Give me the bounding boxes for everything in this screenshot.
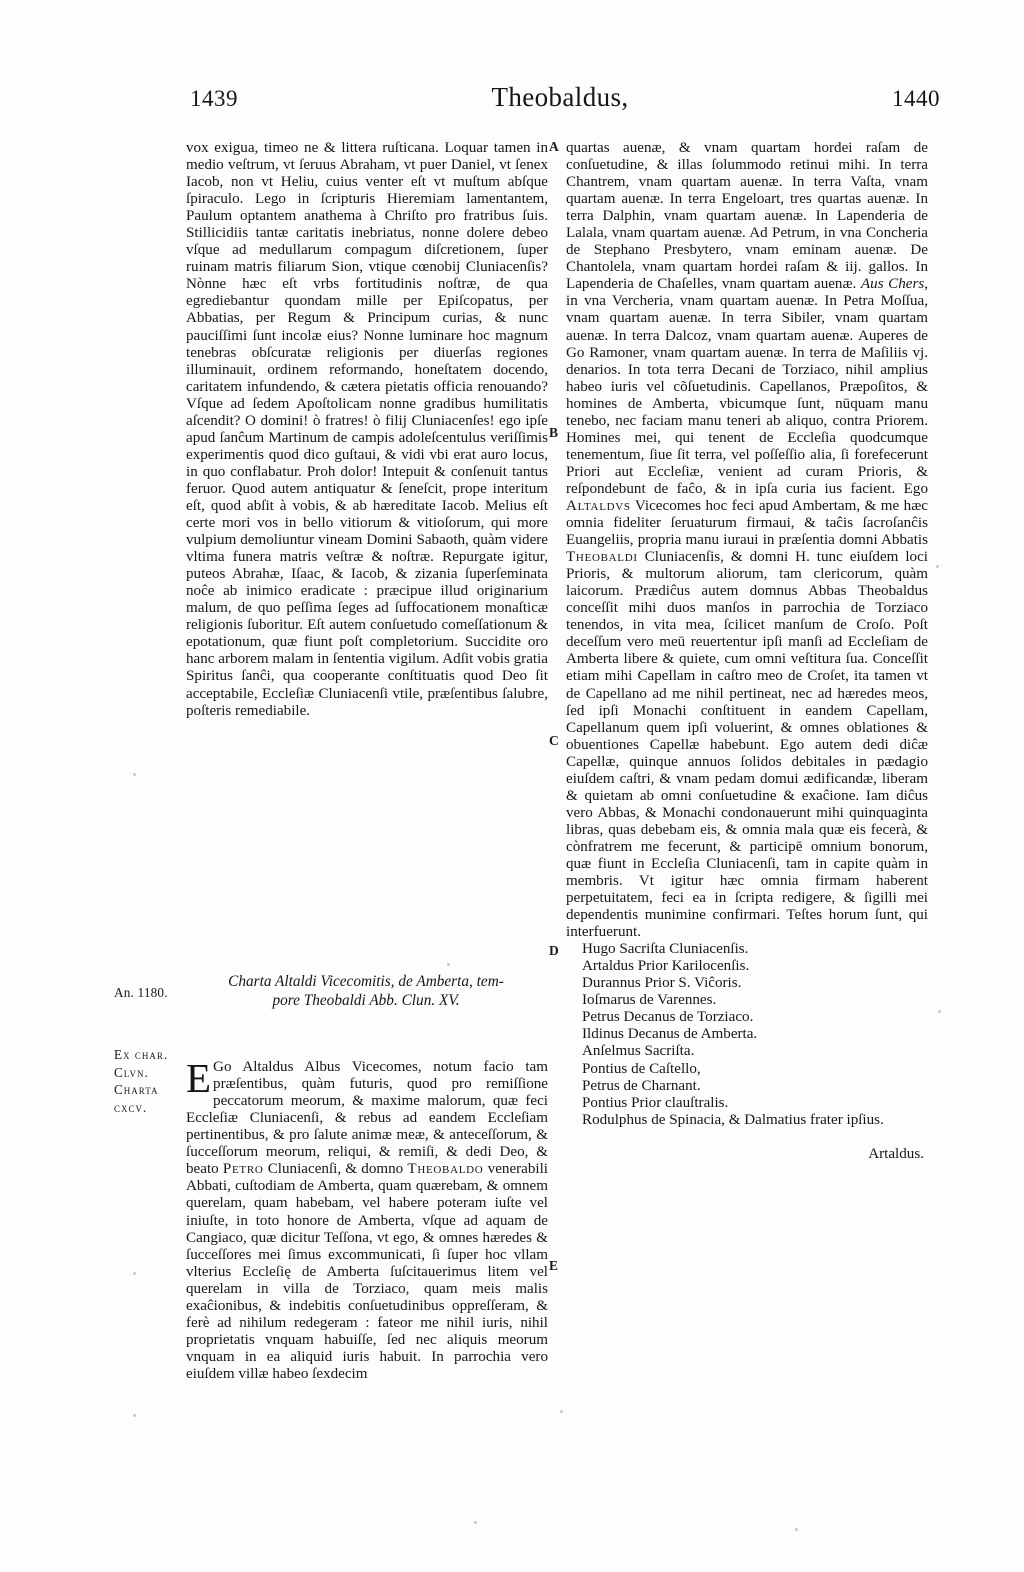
name-petro: Petro [222, 1161, 264, 1178]
charter-text-2: Cluniacenſi, & domno [263, 1161, 408, 1178]
scan-speck [447, 963, 450, 966]
drop-cap: E [186, 1055, 212, 1102]
place-name-aus-chers: Aus Chers [860, 276, 925, 293]
witness-list [566, 941, 928, 1129]
list-item: Hugo Sacriſta Cluniacenſis. [582, 941, 749, 958]
list-item: Petrus de Charnant. [582, 1077, 701, 1094]
list-item: Ioſmarus de Varennes. [582, 992, 717, 1009]
charter-opening-paragraph [186, 1055, 548, 1383]
list-item: Durannus Prior S. Viĉoris. [582, 975, 742, 992]
name-theobaldo: Theobaldo [407, 1161, 484, 1178]
charter-text-lead: Go Altaldus Albus Vicecomes, notum facio tam præſentibus, quàm futuris, quod pro remiſſione peccatorum meorum, & maxime malorum, quæ feci Eccleſiæ Cluniacenſi, & rebus ad eandem Eccleſiam pertinentibus, & pro ſalute animæ meæ, & anteceſſorum, & ſucceſſorum meorum, reliqui, & remiſi, & dedi Deo, & beato [186, 1059, 548, 1178]
charter-heading [216, 972, 516, 1010]
margin-note-source [114, 1046, 168, 1116]
scan-speck [474, 1521, 477, 1524]
right-column-paragraph [566, 140, 928, 941]
scan-speck [560, 1410, 563, 1413]
scan-speck [936, 565, 939, 568]
scan-speck [133, 1414, 136, 1417]
list-item: Artaldus Prior Karilocenſis. [582, 958, 750, 975]
division-letter-a: A [549, 139, 559, 154]
folio-number-left: 1439 [190, 86, 238, 111]
folio-number-right: 1440 [892, 86, 940, 111]
running-head [180, 82, 940, 120]
name-altaldvs: Altaldvs [566, 497, 631, 514]
page-title: Theobaldus, [491, 82, 629, 112]
sermon-paragraph: vox exigua, timeo ne & littera ruſticana. Loquar tamen in medio veſtrum, vt ſeruus Abraham, vt puer Daniel, vt ſenex Iacob, non vt Heliu, cuius venter eſt vt muſtum abſque ſpiraculo. Lego in ſcripturis Hieremiam lamentantem, Paulum optantem anathema à Chriſto pro fratribus ſuis. Stillicidiis tantæ caritatis inebriatus, nonne dolere debeo vſque ad medullarum compagum diſcretionem, ſuper ruinam matris filiarum Sion, vtique cœnobij Cluniacenſis? Nònne hæc eſt vrbs fortitudinis noſtræ, de qua egrediebantur quondam mille per Epiſcopatus, per Abbatias, per Regum & Principum curias, & nunc pauciſſimi ſunt incolæ eius? Nonne luminare hoc magnum tenebras obſcuratæ religionis per diuerſas regiones illuminauit, ordinem reformando, honeſtatem docendo, caritatem infundendo, & cætera pietatis officia renouando? Vſque ad ſedem Apoſtolicam nonne gradibus humilitatis aſcendit? O domini! ò fratres! ò filij Cluniacenſes! ego ipſe apud ſanĉum Martinum de campis adoleſcentulus veriſſimis experimentis quod dico guſtaui, & vidi vbi erat auro locus, in quo conflabatur. Proh dolor! Intepuit & conſenuit tantus feruor. Quod autem antiquatur & ſeneſcit, prope interitum eſt, quod abſit à vobis, & ab hæreditate Iacob. Melius eſt certe mori vos in bello vitiorum & vitioſorum, qui more vulpium demoliuntur vineam Domini Sabaoth, quàm videre vltima funera matris veſtræ & noſtræ. Repurgate igitur, puteos Abrahæ, Iſaac, & Iacob, & zizania ſuperſeminata noĉe ab inimico eradicate : præcipue illud originarium malum, de quo peſſima ſeges ad ſuffocationem monaſticæ religionis ſuboritur. Eſt autem conſuetudo comeſſationum & epotationum, quæ fiunt poſt completorium. Succidite oro hanc arborem malam in ſententia vigilum. Adſit vobis gratia Spiritus ſanĉi, qua cooperante conſtituatis quod Deo ſit acceptabile, Eccleſiæ Cluniacenſi vtile, præſentibus ſalubre, poſteris remediabile. [186, 140, 548, 719]
division-letter-b: B [549, 425, 559, 440]
margin-note-source-line-1: Ex char. [114, 1047, 169, 1062]
margin-note-year: An. 1180. [114, 985, 168, 1000]
margin-note-source-line-2: Clvn. [114, 1064, 149, 1080]
charter-body [186, 1044, 548, 1398]
list-item: Pontius Prior clauſtralis. [582, 1094, 729, 1111]
margin-note-source-line-4: cxcv. [114, 1099, 148, 1115]
charter-heading-line-2: pore Theobaldi Abb. Clun. XV. [272, 992, 460, 1009]
scan-speck [938, 1010, 941, 1013]
list-item: Ildinus Decanus de Amberta. [582, 1026, 758, 1043]
scan-speck [133, 1272, 136, 1275]
charter-text-3: venerabili Abbati, cuſtodiam de Amberta, quam quærebam, & omnem querelam, quam habebam, vel habere poteram iuſte vel iniuſte, in toto honore de Amberta, vſque ad aquam de Cangiaco, quæ dicitur Teſſona, vt ego, & omnes hæredes & ſucceſſores mei ſimus excommunicati, ſi ſuper hoc vllam vlterius Eccleſię de Amberta ſuſcitauerimus litem vel querelam in villa de Torziaco, quam meis malis exaĉionibus, & indebitis conſuetudinibus oppreſſeram, & ferè ad nihilum redegeram : fateor me nihil iuris, nihil proprietatis vnquam habuiſſe, ſed nec aliquis meorum vnquam in ea aliquid iuris habuit. In parrochia vero eiuſdem villæ habeo ſexdecim [186, 1161, 548, 1382]
rc-text-1: quartas auenæ, & vnam quartam hordei raſam de conſuetudine, & illas ſolummodo retinui mihi. In terra Chantrem, vnam quartam auenæ. In terra Vaſta, vnam quartam auenæ. In terra Engeloart, tres quartas auenæ. In terra Dalphin, vnam quartam auenæ. In Lapenderia de Lalala, vnam quartam auenæ. Ad Petrum, in vna Concheria de Stephano Presbytero, vnam eminam auenæ. De Chantolela, vnam quartam hordei raſam & iij. gallos. In Lapenderia de Chaſelles, vnam quartam auenæ. [566, 140, 928, 293]
charter-heading-line-1: Charta Altaldi Vicecomitis, de Amberta, tem- [228, 973, 504, 990]
rc-text-2: , in vna Vercheria, vnam quartam auenæ. In Petra Moſſua, vnam quartam auenæ. In terra Sibiler, vnam quartam auenæ. In terra Dalcoz, vnam quartam auenæ. Auperes de Go Ramoner, vnam quartam auenæ. In terra de Maſiliis vj. denarios. In tota terra Decani de Torziaco, nihil amplius habeo iuris vel cõſuetudinis. Capellanos, Præpoſitos, & homines de Amberta, vbicumque ſunt, nūquam manu tenebo, nec faciam manu teneri ab aliquo, contra Priorem. Homines mei, qui tenent de Eccleſia quodcumque tenementum, ſiue ſit terra, vel poſſeſſio alia, ſi forefecerunt Priori aut Eccleſiæ, venient ad curam Prioris, & reſpondebunt de faĉo, & in ipſa curia ius facient. Ego [566, 276, 928, 497]
list-item: Anſelmus Sacriſta. [582, 1043, 695, 1060]
rc-text-3: Vicecomes hoc feci apud Ambertam, & me hæc omnia fideliter ſeruaturum firmaui, & taĉis ſacroſanĉis Euangeliis, propria manu iuraui in præſentia domni Abbatis [566, 497, 928, 549]
division-letter-c: C [549, 733, 559, 748]
scan-speck [795, 1528, 798, 1531]
left-column [186, 140, 548, 720]
margin-note-source-line-3: Charta [114, 1082, 159, 1098]
division-letter-e: E [549, 1258, 559, 1273]
list-item: Pontius de Caſtello, [582, 1060, 701, 1077]
division-letter-d: D [549, 943, 559, 958]
list-item: Rodulphus de Spinacia, & Dalmatius frater ipſius. [582, 1111, 884, 1128]
charter-signature: Artaldus. [868, 1145, 924, 1162]
right-column [566, 140, 928, 1163]
scan-speck [133, 773, 136, 776]
rc-text-4: Cluniacenſis, & domni H. tunc eiuſdem loci Prioris, & multorum aliorum, tam clericorum, quàm laicorum. Prædiĉus autem domnus Abbas Theobaldus conceſſit mihi duos manſos in parrochia de Torziaco tenendos, in vita mea, ſcilicet manſum de Croſo. Poſt deceſſum vero meū reuertentur ipſi manſi ad Eccleſiam de Amberta libere & quiete, cum omni veſtitura ſua. Conceſſit etiam mihi Capellam in caſtro meo de Croſet, ita tamen vt de Capellano ad me nihil pertineat, nec ad hæredes meos, ſed ipſi Monachi conſtituent in eandem Capellam, Capellanum quem ipſi voluerint, & omnes oblationes & obuentiones Capellæ habebunt. Ego autem dedi diĉæ Capellæ, quinque annuos ſolidos debitales in pædagio eiuſdem caſtri, & vnam pedam domui ædificandæ, liberam & quietam ab omni conſuetudine & exaĉione. Iam diĉus vero Abbas, & Monachi condonauerunt mihi quinquaginta libras, quas debebam eis, & omnia mala quæ eis fecerà, & cònfratrem me fecerunt, & participē omnium bonorum, quæ fiunt in Eccleſia Cluniacenſi, tam in capite quàm in membris. Vt igitur hæc omnia firmam haberent perpetuitatem, feci ea in ſcripta redigere, & ſigilli mei dependentis munimine confirmari. Teſtes horum ſunt, qui interfuerunt. [566, 549, 928, 941]
name-theobaldi: Theobaldi [566, 549, 638, 566]
list-item: Petrus Decanus de Torziaco. [582, 1009, 754, 1026]
